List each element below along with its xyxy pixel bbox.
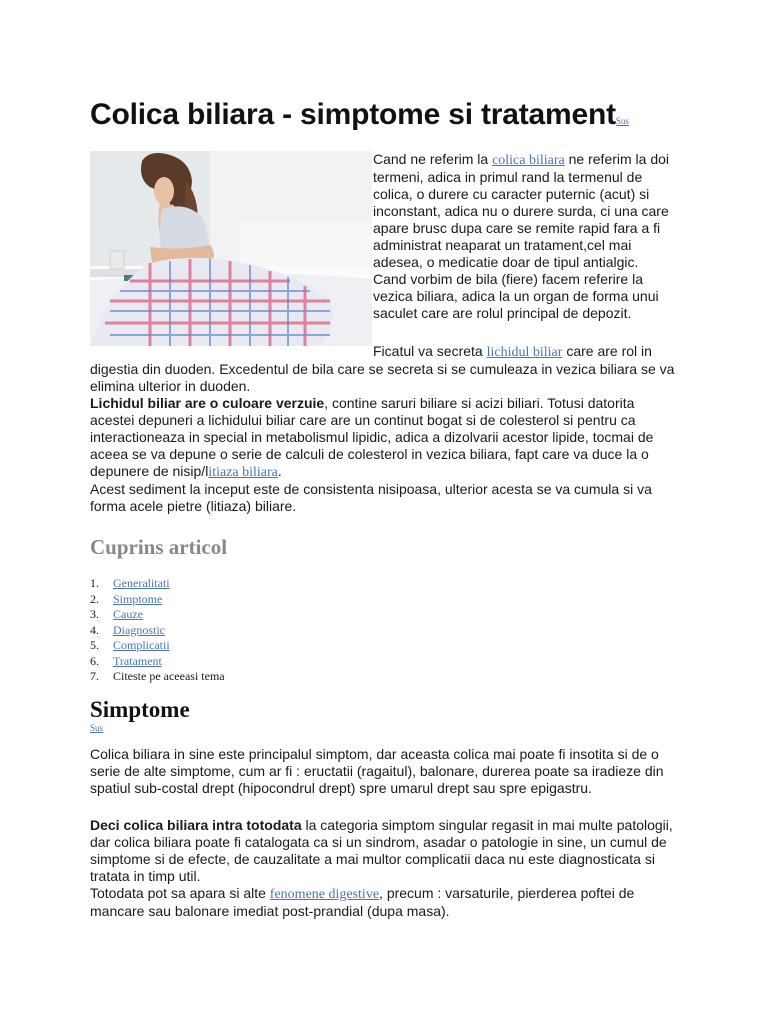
ficat-text-1: Ficatul va secreta: [373, 343, 487, 359]
simptome-paragraph-2: [90, 817, 682, 920]
link-colica-biliara[interactable]: colica biliara: [492, 153, 565, 168]
intro-paragraph: [373, 151, 678, 322]
toc-item: [90, 576, 225, 592]
article-title: [90, 98, 690, 132]
toc-link-simptome[interactable]: Simptome: [113, 591, 163, 606]
simptome-heading: Simptome: [90, 697, 190, 722]
toc-num: 4.: [90, 622, 99, 637]
simptome-paragraph-1: Colica biliara in sine este principalul simptom, dar aceasta colica mai poate fi insotita si de o serie de alte simptome, cum ar fi : eructatii (ragaitul), balonare, durerea poate sa iradieze din spatiul sub-costal drept (hipocondrul drept) spre umarul drept sau spre epigastru.: [90, 746, 664, 796]
ficat-line: [90, 343, 680, 361]
ficat-text-2: care are rol in: [562, 343, 652, 359]
article-photo: [90, 151, 372, 346]
woman-abdominal-pain-image: [90, 151, 372, 346]
toc-item: [90, 607, 225, 623]
toc-list: [90, 576, 225, 685]
toc-num: 5.: [90, 638, 99, 652]
toc-link-generalitati[interactable]: Generalitati: [113, 576, 170, 590]
simptome-p2: [90, 817, 682, 885]
toc-link-diagnostic[interactable]: Diagnostic: [113, 622, 165, 637]
toc-num: 1.: [90, 576, 99, 590]
toc-num: 7.: [90, 669, 99, 683]
toc-label-citeste: Citeste pe aceeasi tema: [113, 669, 225, 683]
link-litiaza-biliara[interactable]: itiaza biliara: [208, 465, 278, 480]
toc-item: [90, 623, 225, 639]
link-lichidul-biliar[interactable]: lichidul biliar: [486, 345, 563, 360]
lichid-text: , contine saruri biliare si acizi biliari. Totusi datorita acestei depuneri a lichidului biliar care are un continut bogat si de colesterol si pentru ca interactioneaza in special in metabolismul lipidic, adica a dizolvarii acestor lipide, tocmai de aceea se va depune o serie de calculi de colesterol in vezica biliara, fapt care va duce la o depunere de nisip/l: [90, 395, 654, 479]
intro-text-3: Cand vorbim de bila (fiere) facem referire la vezica biliara, adica la un organ de forma unui saculet care are rolul principal de depozit.: [373, 271, 659, 321]
toc-num: 3.: [90, 607, 99, 621]
lichid-bold: Lichidul biliar are o culoare verzuie: [90, 395, 325, 411]
toc-num: 6.: [90, 653, 99, 668]
simptome-p3-text-2: , precum : varsaturile, pierderea poftei de mancare sau balonare imediat post-prandial (dupa masa).: [90, 885, 635, 919]
simptome-p2-bold: Deci colica biliara intra totodata: [90, 817, 302, 833]
sediment-paragraph: Acest sediment la inceput este de consistenta nisipoasa, ulterior acesta se va cumula si va forma acele pietre (litiaza) biliare.: [90, 481, 652, 514]
simptome-p3-text-1: Totodata pot sa apara si alte: [90, 885, 270, 901]
lichid-end: .: [277, 463, 282, 479]
toc-item: [90, 654, 225, 670]
sus-link-top[interactable]: Sus: [615, 116, 629, 126]
toc-num: 2.: [90, 591, 99, 606]
intro-text-2: ne referim la doi termeni, adica in primul rand la termenul de colica, o durere cu caracter puternic (acut) si inconstant, adica nu o durere surda, ci una care apare brusc dupa care se remite rapid fara a fi administrat neaparat un tratament,cel mai adesea, o medicatie doar de tipul antialgic.: [373, 151, 670, 270]
lichid-paragraph: [90, 395, 680, 481]
toc-item: [90, 592, 225, 608]
toc-heading: Cuprins articol: [90, 535, 228, 559]
intro-continued: [90, 343, 680, 515]
toc-link-complicatii[interactable]: Complicatii: [113, 638, 170, 652]
link-fenomene-digestive[interactable]: fenomene digestive: [269, 887, 380, 902]
toc-link-tratament[interactable]: Tratament: [113, 653, 162, 668]
simptome-p2-text: la categoria simptom singular regasit in mai multe patologii, dar colica biliara poate fi catalogata ca si un sindrom, asadar o patologie in sine, un cumul de simptome si de efecte, de cauzalitate a mai multor complicatii daca nu este diagnosticata si tratata in timp util.: [90, 817, 673, 884]
toc-item: [90, 669, 225, 685]
sus-link-simptome[interactable]: Sus: [90, 723, 104, 733]
ficat-continuation: digestia din duoden. Excedentul de bila care se secreta si se cumuleaza in vezica biliara se va elimina ulterior in duoden.: [90, 361, 675, 394]
toc-link-cauze[interactable]: Cauze: [113, 607, 143, 621]
toc-item: [90, 638, 225, 654]
article-title-text: Colica biliara - simptome si tratament: [90, 98, 616, 131]
simptome-p3: [90, 885, 682, 920]
intro-text-1: Cand ne referim la: [373, 151, 493, 167]
